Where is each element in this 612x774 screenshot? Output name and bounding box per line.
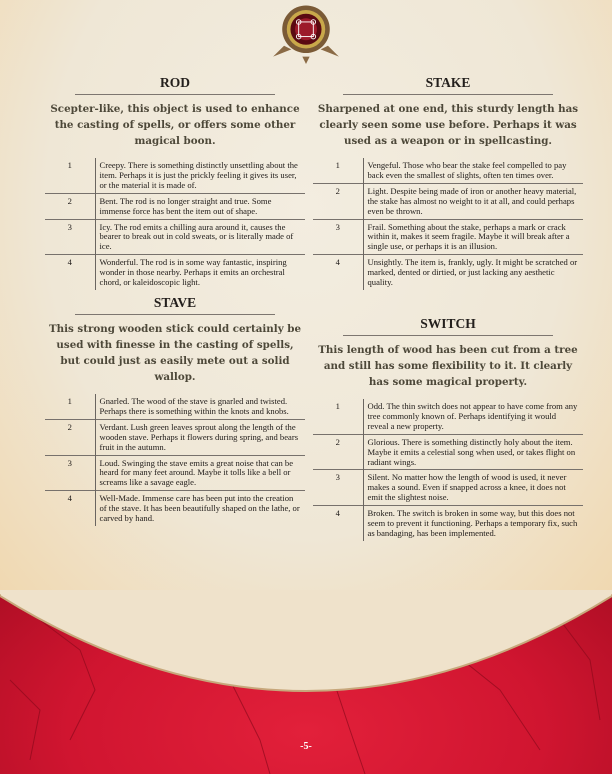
table-row [45,219,305,255]
medallion-emblem-icon [268,0,344,64]
section-title: ROD [75,75,275,95]
roll-number: 2 [313,183,363,219]
table-row [313,434,583,470]
roll-result: Verdant. Lush green leaves sprout along the length of the wooden stave. Perhaps it flowers during spring, and bears fruit in the autumn. [95,419,305,455]
roll-result: Bent. The rod is no longer straight and true. Some immense force has bent the item out of shape. [95,193,305,219]
roll-number: 1 [45,158,95,193]
table-row [313,158,583,183]
roll-result: Wonderful. The rod is in some way fantastic, inspiring wonder in those nearby. Perhaps it emits an orchestral chord, or kaleidoscopic light. [95,255,305,290]
roll-table [313,399,583,541]
table-row [45,394,305,419]
table-row [313,183,583,219]
roll-number: 2 [313,434,363,470]
roll-number: 1 [313,158,363,183]
table-row [45,419,305,455]
roll-table [45,158,305,290]
roll-result: Creepy. There is something distinctly unsettling about the item. Perhaps it is just the prickly feeling it gives its user, or the material it is made of. [99,160,298,190]
table-row [45,158,305,193]
roll-number: 2 [45,419,95,455]
section-description: Scepter-like, this object is used to enhance the casting of spells, or offers some other magical boon. [50,103,300,147]
table-row [313,219,583,255]
parchment-bottom-edge [0,590,612,694]
roll-result: Broken. The switch is broken in some way, but this does not seem to prevent it functioning. Perhaps a temporary fix, such as bandaging, has been implemented. [363,506,583,541]
table-row [45,193,305,219]
section-switch [313,316,583,541]
roll-result: Silent. No matter how the length of wood is used, it never makes a sound. Even if snapped across a knee, it does not emit the slightest noise. [363,470,583,506]
section-title: SWITCH [343,316,553,336]
table-row [45,255,305,290]
section-description: This length of wood has been cut from a tree and still has some flexibility to it. It clearly has some magical property. [318,344,578,388]
roll-number: 3 [45,455,95,491]
roll-table [313,158,583,290]
roll-number: 2 [45,193,95,219]
roll-result: Icy. The rod emits a chilling aura around it, causes the bearer to break out in cold sweats, or is literally made of ice. [95,219,305,255]
table-row [45,455,305,491]
roll-result: Frail. Something about the stake, perhaps a mark or crack within it, makes it seem fragile. Maybe it will break after a single use, or perhaps it is an illusion. [363,219,583,255]
roll-result: Glorious. There is something distinctly holy about the item. Maybe it emits a celestial song when used, or takes flight on radiant wings. [363,434,583,470]
section-rod [45,75,305,290]
roll-result: Unsightly. The item is, frankly, ugly. It might be scratched or marked, dented or dirtied, or just lacking any aesthetic quality. [363,255,583,290]
roll-result: Gnarled. The wood of the stave is gnarled and twisted. Perhaps there is something within the knots and knobs. [99,396,289,416]
roll-result: Vengeful. Those who bear the stake feel compelled to pay back even the smallest of slights, often ten times over. [367,160,567,180]
roll-table [45,394,305,526]
page-number: -5- [300,741,312,752]
section-stave [45,295,305,526]
section-stake [313,75,583,290]
roll-number: 4 [45,491,95,526]
roll-number: 4 [313,506,363,541]
table-row [313,399,583,434]
roll-number: 3 [313,470,363,506]
roll-number: 4 [45,255,95,290]
table-row [313,470,583,506]
roll-number: 1 [313,399,363,434]
table-row [313,255,583,290]
roll-result: Light. Despite being made of iron or another heavy material, the stake has almost no weight to it at all, and could perhaps even be thrown. [363,183,583,219]
section-description: Sharpened at one end, this sturdy length has clearly seen some use before. Perhaps it was used as a weapon or in spellcasting. [317,103,579,147]
roll-number: 1 [45,394,95,419]
table-row [45,491,305,526]
section-description: This strong wooden stick could certainly be used with finesse in the casting of spells, but could just as easily mete out a solid wallop. [48,323,302,383]
roll-result: Loud. Swinging the stave emits a great noise that can be heard for many feet around. Maybe it tolls like a bell or screams like a savage eagle. [95,455,305,491]
roll-result: Well-Made. Immense care has been put into the creation of the stave. It has been beautifully shaped on the lathe, or carved by hand. [95,491,305,526]
section-title: STAVE [75,295,275,315]
roll-number: 3 [313,219,363,255]
table-row [313,506,583,541]
roll-number: 3 [45,219,95,255]
roll-result: Odd. The thin switch does not appear to have come from any tree commonly known of. Perhaps identifying it would reveal a new property. [367,401,578,431]
roll-number: 4 [313,255,363,290]
section-title: STAKE [343,75,553,95]
